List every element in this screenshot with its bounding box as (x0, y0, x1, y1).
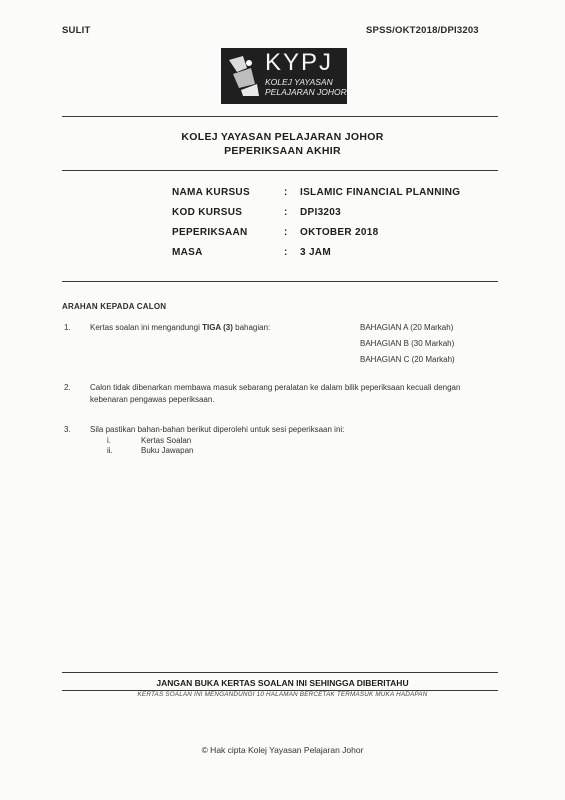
logo-line-2: PELAJARAN JOHOR (265, 87, 347, 97)
info-value-duration: 3 JAM (300, 247, 331, 258)
subitem-answer-book: Buku Jawapan (141, 446, 194, 455)
instruction-1-text-end: bahagian: (232, 323, 271, 332)
instruction-1-count: TIGA (3) (202, 323, 233, 332)
info-label-duration: MASA (172, 247, 203, 258)
divider-footer-top (62, 672, 498, 673)
do-not-open-warning: JANGAN BUKA KERTAS SOALAN INI SEHINGGA DIBERITAHU (156, 678, 409, 688)
copyright-notice: © Hak cipta Kolej Yayasan Pelajaran Johor (201, 745, 364, 755)
info-value-course-name: ISLAMIC FINANCIAL PLANNING (300, 187, 461, 198)
logo-wordmark: KYPJ (265, 49, 334, 76)
instruction-3-text: Sila pastikan bahan-bahan berikut diperolehi untuk sesi peperiksaan ini: (90, 425, 345, 434)
subitem-number: ii. (107, 446, 113, 455)
instruction-1-text (90, 323, 270, 332)
instruction-1-text-start: Kertas soalan ini mengandungi (90, 323, 203, 332)
info-value-exam: OKTOBER 2018 (300, 227, 379, 238)
instruction-1-number: 1. (64, 323, 71, 332)
instructions-heading: ARAHAN KEPADA CALON (62, 302, 167, 311)
info-label-exam: PEPERIKSAAN (172, 227, 248, 238)
kypj-logo (221, 48, 347, 104)
divider-top (62, 116, 498, 117)
section-b: BAHAGIAN B (30 Markah) (360, 339, 455, 348)
info-label-course-code: KOD KURSUS (172, 207, 243, 218)
kypj-emblem-icon (227, 54, 261, 98)
info-value-course-code: DPI3203 (300, 207, 342, 218)
page-count-notice: KERTAS SOALAN INI MENGANDUNGI 10 HALAMAN BERCETAK TERMASUK MUKA HADAPAN (137, 691, 428, 698)
instruction-2-line-2: kebenaran pengawas peperiksaan. (90, 395, 215, 404)
info-sep: : (284, 247, 288, 258)
security-label: SULIT (62, 25, 91, 36)
divider-title (62, 170, 498, 171)
info-label-course-name: NAMA KURSUS (172, 187, 250, 198)
subitem-number: i. (107, 436, 111, 445)
info-sep: : (284, 227, 288, 238)
divider-info (62, 281, 498, 282)
instruction-2-number: 2. (64, 383, 71, 392)
info-sep: : (284, 207, 288, 218)
college-name: KOLEJ YAYASAN PELAJARAN JOHOR (181, 131, 384, 143)
section-c: BAHAGIAN C (20 Markah) (360, 355, 455, 364)
subitem-question-paper: Kertas Soalan (141, 436, 192, 445)
exam-type: PEPERIKSAAN AKHIR (224, 145, 341, 157)
section-a: BAHAGIAN A (20 Markah) (360, 323, 454, 332)
info-sep: : (284, 187, 288, 198)
instruction-2-line-1: Calon tidak dibenarkan membawa masuk sebarang peralatan ke dalam bilik peperiksaan kecuali dengan (90, 383, 461, 392)
document-code: SPSS/OKT2018/DPI3203 (366, 25, 479, 36)
logo-line-1: KOLEJ YAYASAN (265, 77, 333, 87)
instruction-3-number: 3. (64, 425, 71, 434)
